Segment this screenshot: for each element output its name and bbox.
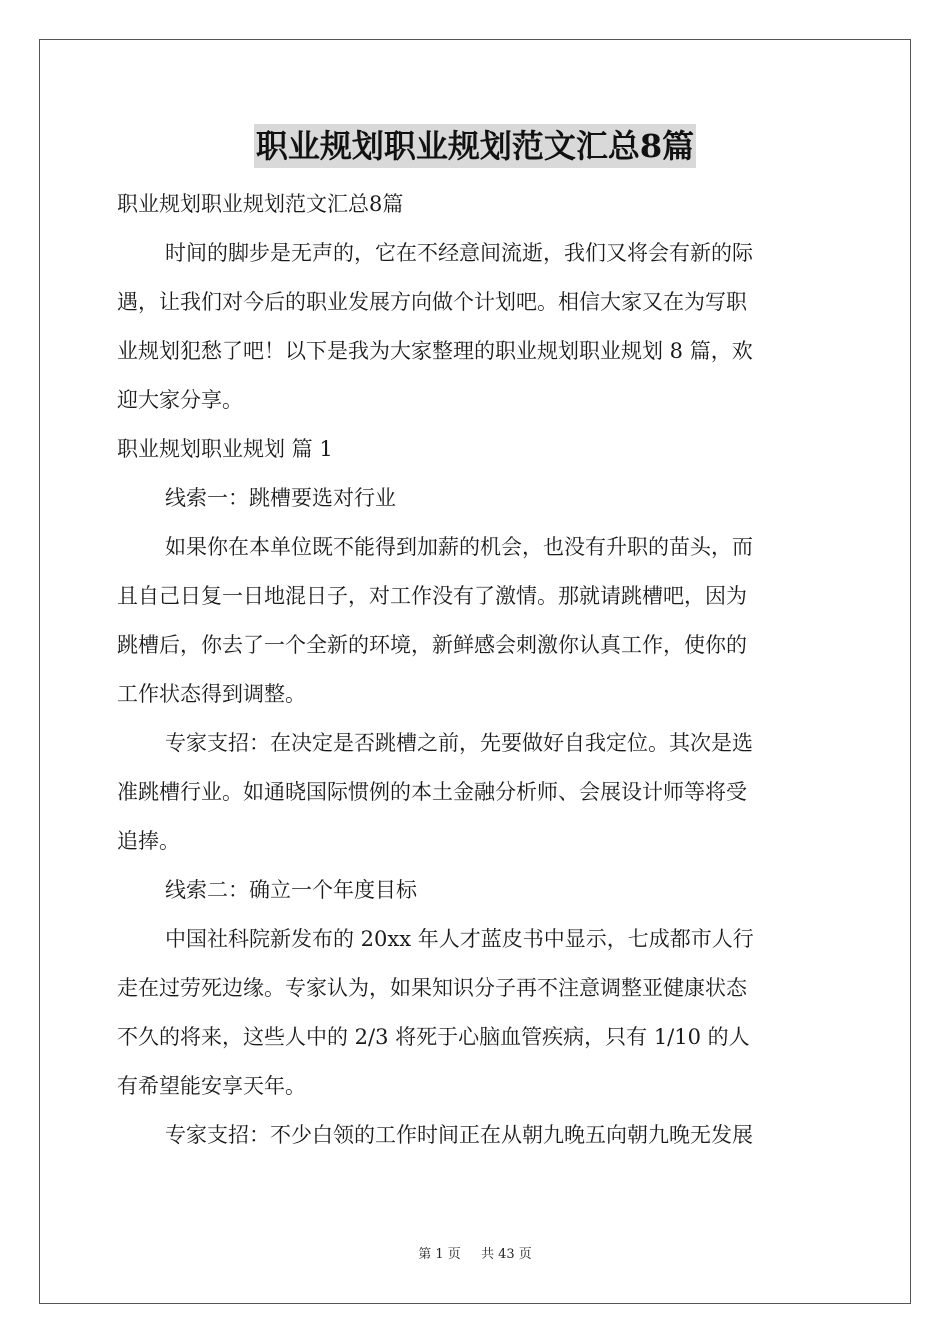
- text-line: 遇，让我们对今后的职业发展方向做个计划吧。相信大家又在为写职: [117, 290, 747, 314]
- text-line: 专家支招：在决定是否跳槽之前，先要做好自我定位。其次是选: [165, 731, 753, 755]
- text-line: 工作状态得到调整。: [117, 682, 306, 706]
- text-line: 追捧。: [117, 829, 180, 853]
- page-footer: [0, 1246, 950, 1264]
- document-body: [117, 180, 833, 1160]
- document-title: 职业规划职业规划范文汇总8篇: [254, 124, 696, 168]
- text-line: 有希望能安享天年。: [117, 1074, 306, 1098]
- section-heading: 职业规划职业规划 篇 1: [117, 437, 333, 461]
- text-line: 业规划犯愁了吧！以下是我为大家整理的职业规划职业规划 8 篇，欢: [117, 339, 753, 363]
- text-line: 走在过劳死边缘。专家认为，如果知识分子再不注意调整亚健康状态: [117, 976, 747, 1000]
- clue-heading: 线索一：跳槽要选对行业: [165, 486, 396, 510]
- text-line: 专家支招：不少白领的工作时间正在从朝九晚五向朝九晚无发展: [165, 1123, 753, 1147]
- text-line: 中国社科院新发布的 20xx 年人才蓝皮书中显示，七成都市人行: [165, 927, 754, 951]
- page-number: 第 1 页: [418, 1247, 461, 1262]
- text-line: 跳槽后，你去了一个全新的环境，新鲜感会刺激你认真工作，使你的: [117, 633, 747, 657]
- text-line: 准跳槽行业。如通晓国际惯例的本土金融分析师、会展设计师等将受: [117, 780, 747, 804]
- text-line: 且自己日复一日地混日子，对工作没有了激情。那就请跳槽吧，因为: [117, 584, 747, 608]
- title-wrap: [0, 124, 950, 168]
- text-line: 迎大家分享。: [117, 388, 243, 412]
- text-line: 如果你在本单位既不能得到加薪的机会，也没有升职的苗头，而: [165, 535, 753, 559]
- text-line: 职业规划职业规划范文汇总8篇: [117, 192, 404, 216]
- clue-heading: 线索二：确立一个年度目标: [165, 878, 417, 902]
- page-total: 共 43 页: [480, 1247, 532, 1262]
- text-line: 时间的脚步是无声的，它在不经意间流逝，我们又将会有新的际: [165, 241, 753, 265]
- text-line: 不久的将来，这些人中的 2/3 将死于心脑血管疾病，只有 1/10 的人: [117, 1025, 750, 1049]
